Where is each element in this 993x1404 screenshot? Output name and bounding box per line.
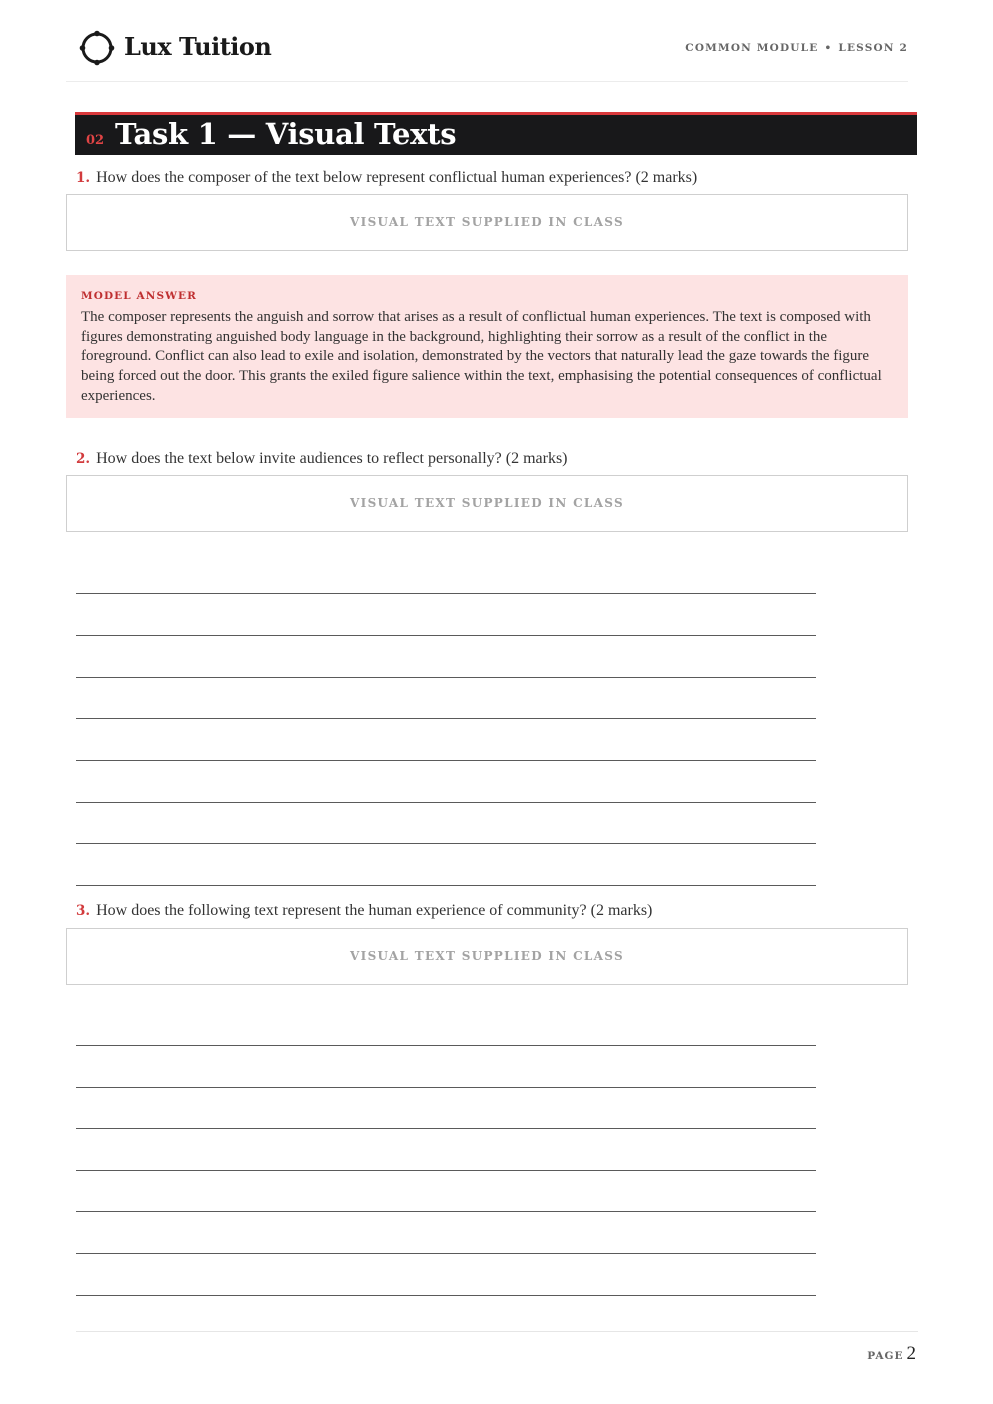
reticle-logo-icon xyxy=(79,30,115,66)
answer-line[interactable] xyxy=(76,677,816,678)
answer-line[interactable] xyxy=(76,760,816,761)
answer-line[interactable] xyxy=(76,718,816,719)
visual-text-placeholder xyxy=(66,928,908,985)
answer-line[interactable] xyxy=(76,1045,816,1046)
footer-divider xyxy=(76,1331,918,1332)
question-number: 2. xyxy=(76,451,91,467)
placeholder-label: VISUAL TEXT SUPPLIED IN CLASS xyxy=(350,496,624,510)
question-3 xyxy=(76,902,652,920)
breadcrumb-separator: • xyxy=(824,42,833,54)
visual-text-placeholder xyxy=(66,194,908,251)
module-label: COMMON MODULE xyxy=(685,42,819,54)
question-number: 1. xyxy=(76,170,91,186)
placeholder-label: VISUAL TEXT SUPPLIED IN CLASS xyxy=(350,949,624,963)
question-text: How does the composer of the text below represent conflictual human experiences? (2 marks) xyxy=(96,169,698,186)
answer-line[interactable] xyxy=(76,1295,816,1296)
answer-line[interactable] xyxy=(76,1087,816,1088)
model-answer-label: MODEL ANSWER xyxy=(81,290,197,302)
page-number xyxy=(867,1343,916,1365)
page-number-value: 2 xyxy=(906,1343,916,1364)
placeholder-label: VISUAL TEXT SUPPLIED IN CLASS xyxy=(350,215,624,229)
visual-text-placeholder xyxy=(66,475,908,532)
answer-line[interactable] xyxy=(76,802,816,803)
answer-line[interactable] xyxy=(76,593,816,594)
answer-line[interactable] xyxy=(76,635,816,636)
section-number: 02 xyxy=(86,133,105,148)
section-title: Task 1 — Visual Texts xyxy=(115,117,457,151)
question-2 xyxy=(76,450,568,468)
answer-line[interactable] xyxy=(76,1211,816,1212)
answer-line[interactable] xyxy=(76,1128,816,1129)
question-number: 3. xyxy=(76,903,91,919)
model-answer-text: The composer represents the anguish and sorrow that arises as a result of conflictual human experiences. The text is composed with figures demonstrating anguished body language in the background, highlighting their sorrow as a result of the conflict in the foreground. Conflict can also lead to exile and isolation, demonstrated by the vectors that naturally lead the gaze towards the figure being forced out the door. This grants the exiled figure salience within the text, emphasising the potential consequences of conflictual experiences. xyxy=(81,309,882,404)
lesson-breadcrumb xyxy=(685,42,908,54)
answer-line[interactable] xyxy=(76,1253,816,1254)
question-text: How does the text below invite audiences to reflect personally? (2 marks) xyxy=(96,450,568,467)
brand-name: Lux Tuition xyxy=(124,32,272,61)
question-1 xyxy=(76,169,697,187)
answer-line[interactable] xyxy=(76,1170,816,1171)
lesson-label: LESSON 2 xyxy=(838,42,908,54)
model-answer-box xyxy=(66,275,908,418)
answer-line[interactable] xyxy=(76,843,816,844)
question-text: How does the following text represent the human experience of community? (2 marks) xyxy=(96,902,653,919)
page-label: PAGE xyxy=(867,1350,904,1362)
page-header xyxy=(66,26,908,82)
section-title-bar xyxy=(75,112,917,155)
answer-line[interactable] xyxy=(76,885,816,886)
